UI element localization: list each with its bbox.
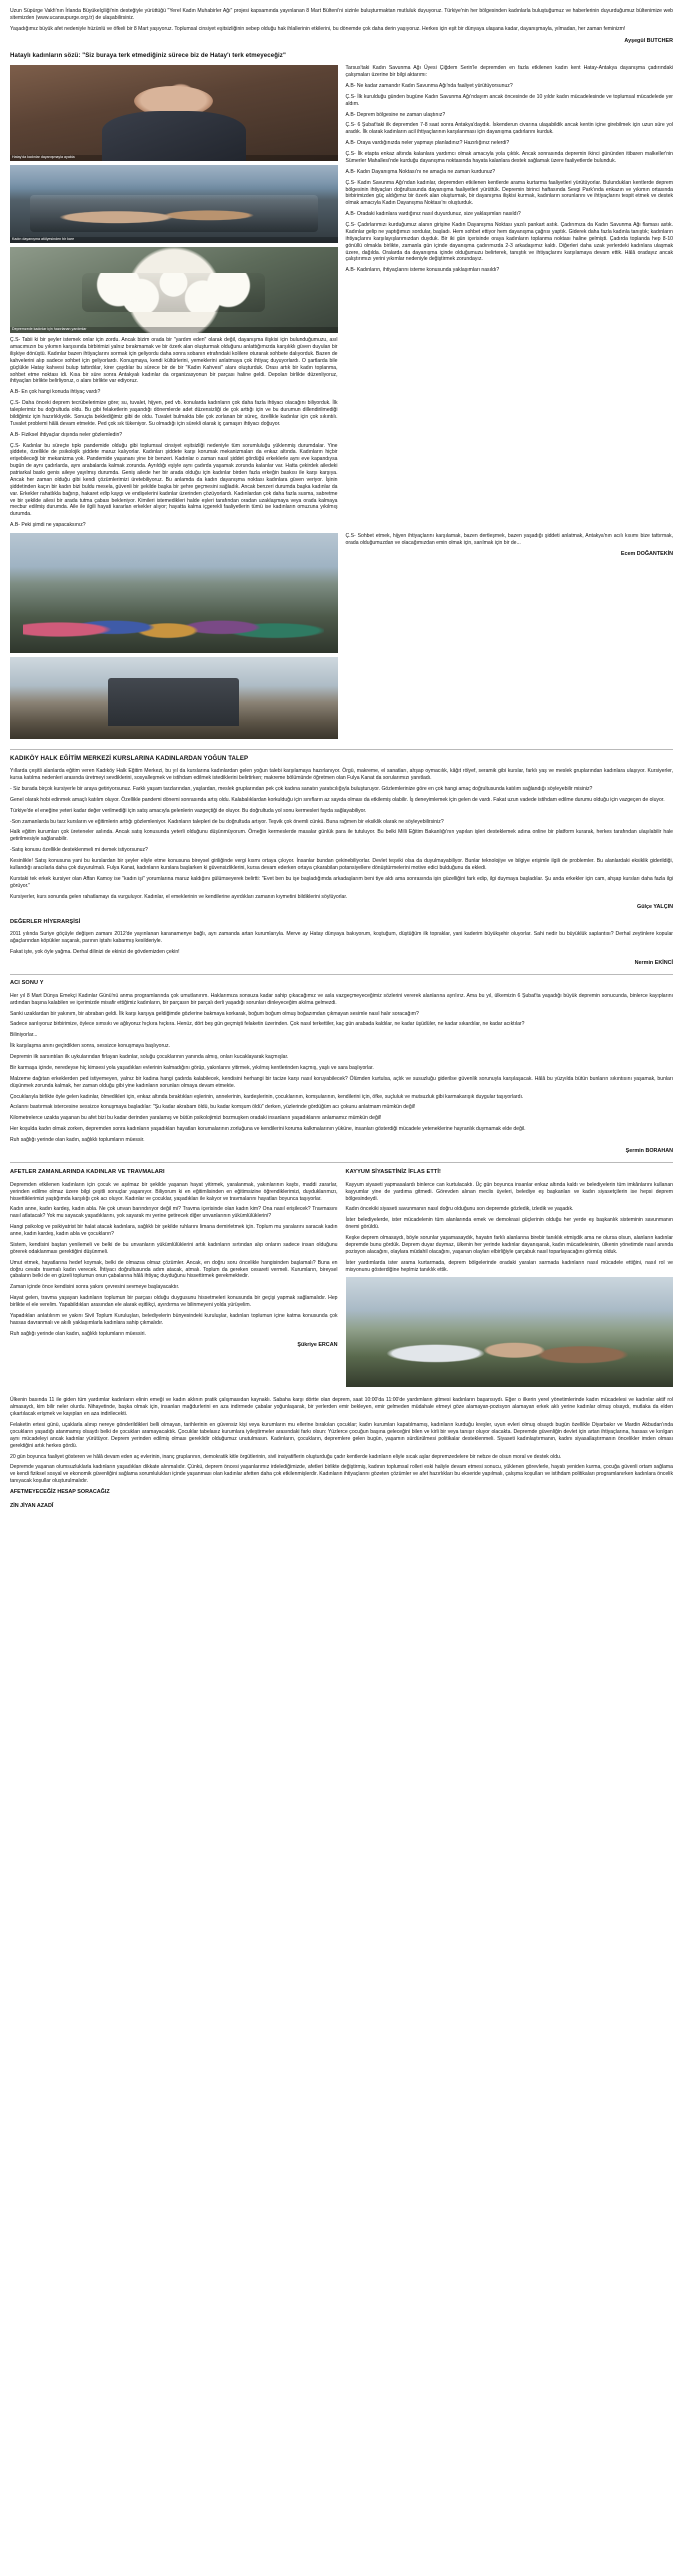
article-headline: KADIKÖY HALK EĞİTİM MERKEZİ KURSLARINA KADINLARDAN YOĞUN TALEP [10,755,249,763]
photo-women-march [10,533,338,653]
article-headline: Hataylı kadınların sözü: "Siz buraya terk etmediğiniz sürece biz de Hatay'ı terk etmeyeceğiz" [10,51,286,59]
article-headline: KAYYUM SİYASETİNİZ İFLAS ETTİ! [345,1169,442,1176]
body-paragraph: Bir karmaşa içinde, neredeyse hiç kimsesi yola yaşadıkları evlerinin kalmadığını görüp, yakınlarını yitirmek, yıkılmış kentlerinden kaçmış, yaşlı ve sara başlıyorlar. [10,1064,374,1071]
article-headline: AFETLER ZAMANLARINDA KADINLAR VE TRAVMALARI [10,1169,165,1176]
article-signature: Ecem DOĞANTEKİN [620,550,673,557]
bottom-articles [10,1168,673,1391]
photo-solidarity-tent [10,165,338,243]
body-paragraph: Genel olarak hobi edinmek amaçlı katılım oluyor. Özellikle pandemi dönemi sonrasında artış oldu. Kalabalıklardan korkulduğu için sınıfların az sayıda olması da etkilemiş olabilir. İş deneyimlemek için gelen de vardı. Fakat uzun vadede istihdam edilme durumu olduğu için vazgeçen de oluyor. [10,796,665,803]
body-paragraph: Felaketin ertesi günü, uçaklarla alınıp nereye gönderildikleri belli olmayan, tarihlerinin en güvensiz kişi veya kurumların mu ellerine bırakılan çocuklar; kadın kurumları kapatılmamış, kadınların kurduğu kreşler, uyun evleri olmuş olsaydı bugün özellikle Diyarbakır ve Mardin Akbudan'ında çocukların yaşadığı atanmamış olsaydı belki de çocukları aramayacaktık. Çocuklar tabelasız kurumlara iyileştirmeler arasındaki farkı olsun: Yüzlerce çocuğun başına geleceğini bilen ve kirli bir veya tanışır oluyor olacakta. Depremde güvenliğin devlet için artan ihtiyaçlarına, hassas ve kırılgan aynı mücadeleyi ancak kadınlar yürütüyor. Deprem yerinden edilmiş olması gereklidir olduğumuz unutulmasın. Kadınların, çocukların, depremlere gelen bugün, yaşamın sürdürülmesi politikalar desteklenmeli. Siyaseti kadınlaştırmanın, kadını siyasallaştırmanın öncelikler imden olması gerektiğini artık herkes gördü. [10,1422,673,1449]
body-paragraph: Hayat gelen, travma yaşayan kadınların toplumun bir parçası olduğu duygusunu hissetmeleri konusunda bir geçişi yapmak sağlamalıdır. Hep birlikte el ele verelim. Yapabildıkları arasından ele alarak eşitlikçi, ayırdırma ve bilinmeyeni yolda yürüyelim. [10,1295,338,1309]
body-paragraph: Türkiye'de el eneğine yeteri kadar değer verilmediği için satış amacıyla gelenlerin vazgeçtiği de oluyor. Bu doğrultuda yol sonu kermesleri fayda sağlayabiliyor. [10,807,367,814]
closing-signature: ZİN JİYAN AZADÎ [10,1503,54,1510]
body-paragraph: İster yardımlarda ister arama kurtarmada, deprem bölgelerinde oradaki yaraları sarmada kadınların nasıl mücadele ettiğini, nasıl rol ve misyonunu gösterdiğine heplmiz tanıklık ettik. [345,1259,673,1273]
body-paragraph: Sistem, kendisini baştan yenilemeli ve belki de bu unvanların yükümlülüklerini artık kadınların sırtından alıp onların sadece insan olduğunu görerek odaklanması gerektiğini düşünmeli. [10,1241,338,1255]
article-aci-sonu-yok [10,980,673,1155]
article-kayyum-siyaseti [346,1168,674,1391]
article-signature: Şükriye ERCAN [297,1341,338,1348]
body-paragraph: Tarsus'taki Kadın Savunma Ağı Üyesi Çiğdem Serin'le depremden en fazla etkilenen kadın kent Hatay-Antakya dayanışma çadırındaki çalışmaları üzerine bir bilgi aktarımı: [345,65,673,79]
body-paragraph: Kursiyerler, kurs sonunda gelen rahatlamayı da vurguluyor. Kadınlar, el emeklerinin ve kendilerine ayırdıkları zamanın kıymetini bildiklerini söylüyorlar. [10,893,348,900]
body-paragraph: Her koşulda kadın olmak zorken, depremden sonra kadınların yaşadıkları hayatları korumalarının zorluğuna ve kendilerini koruma kalkmalarının yüküne, insanları gösterdiği mücadele yeteneklerine hayranlık duymamak elde değil. [10,1126,526,1133]
body-paragraph: A.B- Oradaki kadınlara vardığınız nasıl duyurdunuz, size yaklaşımları nasıldı? [345,211,521,218]
intro-signature: Ayşegül BUTCHER [624,37,673,44]
body-paragraph: A.B- Oraya vardığınızda neler yapmayı planladınız? Hazırlığınız nelerdi? [345,140,510,147]
body-paragraph: Kayyum siyaseti yapmasalardı binlerce can kurtulacaktı. Üç gün boyunca insanlar enkaz altında kaldı ve belediyelerin tüm imkânlarını kullanan kayyumlar yine de yardıma gitmedi. Görevden alınan meclis üyeleri, belediye eş başkanları ve kadın siyasetçilerin ise hepsi deprem bölgesindeydi. [345,1181,673,1202]
body-paragraph: Ç.S- Kadın Savunma Ağı'ndan kadınlar, depremden etkilenen kentlerde arama kurtarma faaliyetleri yürütüyorlar. Bulundukları kentlerde deprem bölgesinin ihtiyaçları doğrultusunda dayanışma faaliyetleri yürüttük. Depremin birinci haftasında Sevgi Park'ında enkazın ve yıkımın ortasında birbirimizden güç aldığımız bir özerk alan oluşturmak, bir dayanışma ilişkisi kurmak, kadınların sorunlarını ve ihtiyaçlarını tespit etmek ve destek olmak amacıyla Kadın Dayanışma Noktası'nı oluşturduk. [345,179,673,207]
body-paragraph: Sanki uzaklardan bir yakınım, bir abraban geldi. İlk karşı karşıya geldiğimde gözlerine bakmaya korkarak, boğum boğum olmuş boğazımdan çıkmayan sesimle nasıl halır soracağım? [10,1010,419,1017]
photo-hatay-woman [10,65,338,161]
body-paragraph: A.B- Ne kadar zamandır Kadın Savunma Ağı'nda faaliyet yürütüyorsunuz? [345,82,513,89]
body-paragraph: Ç.S- Daha önceki deprem tecrübelerimize göre; su, tuvalet, hijyen, ped vb. konularda kadınların çok daha fazla ihtiyacı olacağını biliyorduk. İlk taleplerimiz bu doğrultuda oldu. Bu gibi felaketlerin yaşandığı dönemlerde adet düzensizliği de çok arttığı için ve bu durumun dillendirilmediği bildiğimiz için hazırlıklıydık. Sonuçta beklediğimiz gibi de oldu. Tuvalet bulmakta bile çok zorlanan bir süreç, özellikle kadınlar için çok sıkıntılı. Tuvalet problemi hâlâ devam etmekte. Ped çok sık tükeniyor. Su olmadığı için sürekli olarak iç çamaşırı ihtiyacı doğuyor. [10,400,338,427]
body-paragraph: Kadın öncekiki siyaseti savunmanın nasıl doğru olduğunu son depremde gözledik, izledik ve yaşadık. [345,1206,574,1213]
body-paragraph: Ç.S- Çadırlarımızı kurduğumuz alanın girişine Kadın Dayanışma Noktası yazılı pankart astık. Çadırımıza da Kadın Savunma Ağı flaması astık. Kadınlar gelip ne yaptığımızı sordular, başladı. Hem sohbet ettiyor hem dayanışma çağrısı yaptık. Giderek daha fazla kadınla tanıştık; kadınların ihtiyaçlarını karşılayışlarımızdan duyduk. Bir iki gün içerisinde oraya kadınların toplanma noktası haline gelmişti. Çadırda toplanda hep 8-10 gönüllü olmakla birlikte, zamanla gün içinde dayanışma çadırımızda 2-3 arkadaşımız kaldı. Diğerleri daha uzak yerlerdeki kadınlara ulaşmak üzere, dağılda. Oralarda da dayanışma içinde olduğumuzu belirterek, tanıştık ve ihtiyaçlarını karşılamaya devam ettik. Hâlâ oradayız ancak çalıştırımızı yerini yıkımlar nedeniyle değiştirmek zorundayız. [345,222,673,263]
article-hatayli-kadinlar [10,52,673,743]
body-paragraph: Ç.S- İlk etapta enkaz altında kalanlara yardımcı olmak amacıyla yola çıktık. Ancak sonrasında depremin ikinci gününden itibaren malkeller'nin Sümerler Mahallesi'nde kurduğu dayanışma noktasında hayata kalanlara destek sağlamak üzere faaliyetlerde bulunduk. [345,151,673,164]
body-paragraph: Kurstaki tek erkek kursiyer olan Affan Kamoy ise "kadın işi" yorumlarına maruz kaldığını gülümseyerek belirtti: "Evet ben bu işe başladığımda arkadaşlarım beni tiye aldı ama sonrasında işin güzelliğini fark edip, ilgi duymaya başladılar. Şu anda erkekler için cam, ahşap kursları daha fazla ilgi görüyor." [10,875,673,889]
body-paragraph: Umut etmek, hayatlarına hedef koymak, belki de olmazsa olmaz çözümler. Ancak, en doğru soru öncelikle hangisinden başlamalı? Buna en doğru cevabı travmalı kadın verecek. İhtiyacı doğrultusunda adım atacak, atmalı. Toplum da gereken cesareti vermeli. Kurumların, bireysel çabaların belki de en güzeli toplumun onun çabalarına hâlâ ihtiyaç duyduğunu hissettirmek gerekmektedir. [10,1259,338,1280]
body-paragraph: Fakat işte, yok öyle yağma. Derhal dilinizi de ekinizi de gövdemizden çekin! [10,949,180,956]
body-paragraph: - Siz burada birçok kursiyerle bir araya getiriyorsunuz. Farklı yaşam tarzlarından, yaşlardan, meslek gruplarından pek çok kadına sanatın yaratıcılığıyla buluşturuyor. Gözlemlerinize göre en çok hangi amaç doğrultusunda katılım sağlandığı söyleyebilir misiniz? [10,785,593,792]
subsection-headline-degerler: DEĞERLER HİYERARŞİSİ [10,918,81,925]
article-kadikoy-halk-egitim [10,755,673,967]
section-divider [10,974,673,975]
body-paragraph: Yıllarda çeşitli alanlarda eğitim veren Kadıköy Halk Eğitim Merkezi, bu yıl da kurslarına kadınlardan gelen yoğun talebi karşılamaya hazırlanıyor. Örgü, makreme, el sanatları, ahşap oymacılık, kâğıt rölyef, seramik gibi kurslar, farklı yaş ve meslek gruplarından kadınlara ulaşıyor. Kursiyerler, kursa katılma nedenleri arasında üretmeyi sevdiklerini, sosyalleşmek ve istihdam edilmek istediklerini belirtirken; makreme bölümünde öğretmen olan Fulya Kanat da sorularımızı yanıtladı. [10,768,673,782]
article-afetler-zamanlarinda [10,1168,338,1391]
photo-aid-supplies [10,247,338,333]
article-lower-right [346,533,674,743]
photo-tent-area [10,657,338,739]
body-paragraph: A.B- Kadın Dayanışma Noktası'nı ne amaçla ne zaman kurdunuz? [345,168,496,175]
body-paragraph: Hangi psikolog ve psikiyatrist bir halat atacak kadınlara, sağlıklı bir şekilde ruhlarını limana demirletmek için. Toplum mu yaralarını saracak kadın anne, kadın kardeş, kadın abla ve çocukların? [10,1224,338,1238]
body-paragraph: Ülkenin basında 11 ile giden tüm yardımlar kadınların elinin emeği ve kadın aklının pratik çalışmasıdan kaynaklı. Sabaha karşı dörtte olan deprem, saat 10:00'da 11:00'de yardımların gitmesi kadınların başarısıydı. Eğer o ilkerin yerel yönetimlerinde kadın mücadelesi ve kadınlar aktif rol almasaydı, kim bilir neler olurdu. Nihayetinde, başka olmak için, insanları mağdurlerini en aza indirmede çabalar yoğunlaşarak, bir yerlerden emir bekleyen, emir gelmeden müdahale etmeyi göze alamayan-pozisyon alamayan erkek aklı yerine kadınlar olmuş olsaydı, mutlaka da elden çıkartılacak erişmek ve kayıpları en aza indirilecekti. [10,1397,673,1418]
body-paragraph: Zaman içinde önce kendisini sonra yakını çevresini sevmeye başlayacaktır. [10,1284,180,1291]
article-signature: Şermin BORAHAN [625,1147,673,1154]
intro-paragraph-1: Uzun Süpürge Vakfı'nın İrlanda Büyükelçiliği'nin desteğiyle yürüttüğü "Yerel Kadın Muhabirler Ağı" projesi kapsamında yayınlanan 8 Mart Bülteni'ni sizinle buluşturmaktan mutluluk duyuyoruz. Türkiye'nin her bölgesinden kadınlarla buluştuğumuz ve haberlerinin duyurduğumuz bültenimize web sitemizden (www.ucansupurge.org.tr) de ulaşabilirsiniz. [10,8,673,21]
body-paragraph: Halk eğitim kurumları çok üreteneler aslında. Ancak satış konusunda yeterli olduğunu düşünmüyorum. Örneğin kermeslerde masalar günlük para ile tutuluyor. Bu belki Milli Eğitim Bakanlığı'nın yapılan işleri desteklemek adına online bir platform kurarak, herkes tarafından ulaşılabilir hale getirilmesiyle sağlanabilir. [10,829,673,843]
article-signature-secondary: Nermin EKİNCİ [634,959,673,966]
body-paragraph: Depremin ilk sarsıntıları ilk uykularından firlayan kadınlar, soluğu çocuklarının yanında almış, onları kucaklayarak kaçmışlar. [10,1054,289,1061]
body-paragraph: Ruh sağlığı yerinde olan kadın, sağlıklı toplumların müessir. [10,1137,145,1144]
body-paragraph: Her yıl 8 Mart Dünya Emekçi Kadınlar Günü'nü anma programlarında çok umutlanırım. Haklarımıza sonsuza kadar sahip çıkacağımız ve asla vazgeçmeyeceğimiz sözlerini vererek alanlarına ayrılırız. Ama bu yıl, ülkemizin 6 Şubat'ta yaşadığı büyük depremin sonucunda, binlerce kayıplarını ardından başına kalabilen ve içerimizde misafir ettiğimiz kadınların, bir parçasın bir parçalı derli yaşadığı sorunları dinleyeceğim akılma gelmezdi. [10,992,673,1006]
section-divider [10,1162,673,1163]
body-paragraph: Kilometrelerce uzakta yaşanan bu afet bizi bu kadar derinden yaralamış ve bütün psikolojimizi bozmuşken oradaki insanların yaşadıklarını anlamamız mümkün değil! [10,1115,382,1122]
body-paragraph: Çocuklarıyla birlikte öyle gelen kadınlar, ölmedikleri için, enkaz altında bıraktıkları eşlerinin, annelerinin, kardeşlerinin, çocuklarının, komşularının, kendilerini için, öfke, suçluluk ve mutsuzluk gibi karmakarışık duygular taşıyorlardı. [10,1093,524,1100]
article-headline: ACI SONU Y [10,980,44,987]
closing-slogan: AFETMEYECEĞİZ HESAP SORACAĞIZ [10,1489,110,1496]
intro-paragraph-2: Yaşadığımız büyük afet nedeniyle hüzünlü ve öfkeli bir 8 Mart yaşıyoruz. Toplumsal cinsiyet eşitsizliğinin sebep olduğu hak ihlallerinin etkilerini, bu dönemde çok daha derin yaşıyoruz. Herkes için eşit bir dünyaya ulaşana kadar, dayanışmayla, yılmadan, her zaman feminizm! [10,26,626,33]
photo-caption: Depremzede kadınlar için hazırlanan yardımlar [10,327,338,333]
body-paragraph: Ruh sağlığı yerinde olan kadın, sağlıklı toplumların müessiri. [10,1330,146,1337]
body-paragraph: Kesinlikle! Satış konusuna yani bu kurslardan bir şeyler eliyle etme konusuna bireysel giriliğinde vergi kısmı ortaya çıkıyor. İnsanlar bundan çekinebiliyorlar. Devlet teşviki olsa da duyulmayabiliyor. Bunlar teknolojiye ve bilgiye erişimle ilgili de problemler. Bu alanlardaki eksiklik giderildiği, kullandığı aracılarla daha çok duyurulmalı. Fulya Kanat, kadınların kurslara başlarken ki güvensizliklerini, kursa devam ederken ortaya çıkarabilan potansiyellere dönüştürmelerini motive edici bulduğunu da ekledi. [10,858,673,871]
section-divider [10,749,673,750]
body-paragraph: Kadın anne, kadın kardeş, kadın abla. Ne çok unvan barındırıyor değil mi? Travma içerisinde olan kadın kim? Ona nasıl erişilecek? Travmasını nasıl atlatacak? Yok mu sayacak yaşadıklarını, yok sayarak mı yerine getirecek diğer unvanlarının yükümlülüklerini? [10,1206,338,1220]
article-kayyum-tail [10,1397,673,1510]
body-paragraph: Biliniyorlar... [10,1032,38,1039]
body-paragraph: A.B- Deprem bölgesine ne zaman ulaştınız? [345,111,446,118]
body-paragraph: Ç.S- Sohbet etmek, hijyen ihtiyaçlarını karşılamak, bazen dertleşmek, bazen yaşadığı şiddeti anlatmak, Antakya'nın acılı kısımı bize tattırmak, orada olduğumuzdan ve olacağımızdan emin olmak için, sarılmak için bir de... [345,533,673,546]
body-paragraph: A.B- Peki şimdi ne yapacaksınız? [10,522,86,529]
article-lower-columns [10,533,673,743]
article-column-right [346,65,674,533]
article-columns [10,65,673,533]
body-paragraph: Ç.S- İlk kurulduğu günden bugüne Kadın Savunma Ağı'ndayım ancak öncesinde de 10 yıldır kadın mücadelesinde ve toplumsal mücadelede yer aldım. [345,93,673,107]
body-paragraph: A.B- En çok hangi konuda ihtiyaç vardı? [10,389,101,396]
body-paragraph: -Satış konusu özellikle desteklenmeli mi demek istiyorsunuz? [10,847,148,854]
body-paragraph: Ç.S- Kadınlar bu süreçte tıpkı pandemide olduğu gibi toplumsal cinsiyet eşitsizliği nedeniyle tüm sorumluluğu yüklenmiş durumdalar. Yine şiddete, özellikle de psikolojik şiddete maruz kalıyorlar. Kadınları şiddete karşı korumak mekanizmaları da enkaz altında. Kadınların hiçbir erişebileceği bir mekanizma yok. Pandemide yaşananı yine bir benzeri. Kadınlar o zaman nasıl şiddet gördüğü erkeklerle aynı eve kapandıysa bugün de aynı çadırlarda, aynı arabalarda kalmak zorunda. Ayrıldığı eşiyle aynı çadırda yaşamak zorunda kalanlar var. Hatta çekirdek ailedeki patriarkal baskı genis aileye yayılmış durumda. Geniş ailede her bir arada olduğu için kadınlar birden fazla erkeğin baskısı ile karşı karşıya. Ancak her zaman olduğu gibi kendi çözümlerimizi üretebiliyoruz. Bu anlamda da kadın dayanışma noktası kadınlara güven veriyor. İşinin şiddetinden kaçın bir kadın bizi buldu mesela, güvenli bir şekilde başka bir şehre geçmesini sağladık. Ancak benzeri durumda başka kadınlar da var. Erkekler rahatlıkla bağırıp, hakaret edip kaygı ve endişelerini kadınlar üzerinden çözüyorlardı. Kadınlardan çok daha fazla susma, sabretme ve bir şekilde ailesi bir arada tutma çabası bekleniyor. Kimileri istemedikleri halde eşleri tarafından oradan uzaklaşmaya veya orada kalmaya mecbur edilmiş durumda. Aile ile ilgili hayati kararlan erkekler alıyor; hayatta kalma içgerekli faaliyetlerin tümü ise kadınların omuzuna yıkılmış durumda. [10,442,338,518]
body-paragraph: Yapadıkları anlatılırım ve yakını Sivil Toplum Kuruluşları, belediyelerin bünyesindeki kuruluşlar, kadınları toplumun içine katma konusunda çok hassas davranmalı ve akıllı yaklaşımlarla kadınlara sahip çıkmalıdır. [10,1312,338,1326]
body-paragraph: Ç.S- Tabii ki bir şeyler istemek onlar için zordu. Ancak bizim orada bir "yardım eden" olarak değil, dayanışma ilişkisi için bulunduğumuzu, asıl amacımızın bu yıkımın karşısında birbirimizi yalnız bırakmamak ve bir özerk alan oluşturmak olduğunu anlattığımızda karşılıklı güven duyulan bir ilişkiye dönüştü. Kadınlar bazen ihtiyaçlarını sormak için geliyordu daha sonra sobanın etrafındaki kolilere oturarak sohbete dalıyorduk. Bazen de kahvelerini alıp sadece sohbet için geliyorlardı. Konuşmaya, kendi kültürlerini, yemeklerini anlatmaya çok ihtiyaç duyuyorlardı. O şartlarda bile güçlükle Hatay kahvesi bulup tattırdılar, kirer çaydılar bu sürece bir de bir "Kadın Kahvesi" alanı oluşturduk. Orası artık bir kadın toplanma, sohbet etme noktası idi. Kısa bir süre sonra Antakyalı kadınlar da organizasyonun bir parçası haline geldi. Depoları birlikte düzenliyoruz, ihtiyaçları birlikte belirliyoruz, o alanı birlikte var ediyoruz. [10,337,338,385]
body-paragraph: 20 gün boyunca faaliyet gösteren ve hâlâ devam eden aç evlerinin, inanç gruplarının, demokratik kitle örgütlerinin, sivil insiyatiflerin oluşturduğu çadır kentlerde kadınların eliyle sıcak aşlar depremzedelere bir nebze de olsun moral ve destek oldu. [10,1453,562,1460]
body-paragraph: -Son zamanlarda bu tarz kursların ve eğitimlerin arttığı gözlemleniyor. Kadınların talepleri de bu doğrultuda artıyor. Teşvik çok önemli cünkü. Buna rağmen bir eksiklik olarak ne söyleyebilirsiniz? [10,818,444,825]
body-paragraph: Malzeme dağıtan erkeklerden ped istiyemeyen, yalnız bir kadına hangi çadırda kalabilecek, kendisini herhangi bir tacize karşı nasıl koruyabilecek? Ölümden kurtulsa, açlık ve susuzluğu giderilse güvenlik sorunuyla karşılaşacak. Hâlâ bu yüzyılda bütün bunların sıkıntısını yaşamak, bunları düşünmek zorunda kalmak, her zaman olduğu gibi yine kadınların sorunları olmaya devam etmekte. [10,1075,673,1089]
body-paragraph: Depremden etkilenen kadınların için çocuk ve aşılmaz bir şekilde yaşanan hayat yitirmek, yaralanmak, yakınlarının kaybı, maddi zararlar, yerinden edilme olmaz üzere bilgi çeşitli sonuçlar yaşanıyor. Biliyorum ki en eğitimlisinden en eğitimsizine öğrendiklerimizi, duyduklarımızı, hissettiklerimizi yaştığımda karşılığı çok acı oluyor. Kadınlar ve çocuklar, yaşadıkları ile kalıyor ve travmalarını hayatları boyunca taşıyorlar. [10,1181,338,1202]
photo-caption: Hatay'da kadınlar dayanışmayla ayakta [10,155,338,161]
intro-section [10,8,673,45]
body-paragraph: Acılarını bastırmak istercesine sessizce konuşmaya başladılar: "Şu kadar akrabam öldü, bu kadar komşum öldü" derken, yüzlerinde gördüğüm acı çokunu anlatmam mümkün değil! [10,1104,416,1111]
body-paragraph: A.B- Kadınların, ihtiyaçlarını isteme konusunda yaklaşımları nasıldı? [345,267,500,274]
article-signature: Gülçe YALÇIN [637,904,673,911]
body-paragraph: İlk karşılaşma anını geçirdikten sonra, sessizce konuşmaya başlıyoruz. [10,1043,170,1050]
article-column-left [10,65,338,533]
body-paragraph: Ç.S- 6 Şubat'taki ilk depremden 7-8 saat sonra Antakya'daydık. İskenderun civarına ulaşabildik ancak kentin içine girebilmek için uzun süre yol aradık. İlk olarak kadınların acil ihtiyaçlarının karşılanması için dayanışma çadırlarını kurduk. [345,122,673,136]
photo-caption: Kadın dayanışma atölyesinden bir kare [10,237,338,243]
body-paragraph: Depremde yaşanan olumsuzluklarla kadınların yaşadıkları dikkate alınmalıdır. Çünkü, deprem öncesi yaşanlarımız irdelediğimizde, afetleri birlikte değiştirmiş, kadının toplumsal rolleri eski haliyle devam etmesi sonucu, yüklenen görevlerle, hayatı yeniden kurma, çocuğa güvenli ortam sağlama ve kendi fiziksel sosyal ve ekonomik güvenliğini sağlama sorumlulukları içinde yaşanması olan kadınlar afetten daha çok etkilenmişlerdir. Kadınların ihtiyaçlarını gözeten çözümler ve afet hazırlıkları bu ekseride yapılmalı, çalışma koşulları ve istihdam politikaları programlanırken kadınlara öncelik tanıyacak koşullar oluşturulmalıdır. [10,1464,673,1485]
body-paragraph: Sadece sarılıyoruz birbirimize, öylece sımsıkı ve ağlıyoruz hıçkıra hıçkıra. Henüz, dört beş gün geçmişti felaketin üzerinden. Çok nasıl terkettiler, kaç gün arabada kaldılar, ne kadar üşüdüler, ne kadar sıkardılar, ne kadar acıktılar? [10,1021,525,1028]
body-paragraph: İster belediyelerde, ister mücadelenin tüm alanlarında emek ve demokrasi güçlerinin olduğu her yerde eş başkanlık sisteminin savunmanın önemi görüldü. [345,1217,673,1231]
body-paragraph: Keşke deprem olmasaydı, böyle sorunlar yaşamasaydık, hayatın farklı alanlarına birebir tanıklık etmişdik ama ne olursa olsun, alanların kadınlar depremde bunu gördük. Deprem duyar duymaz, ülkenin her yerinde kadınlar dayanışarak, kadın mücadelesinin, ülkenin yönetimde nasıl anında pozisyon alacağını, olaylara müdahil olacağını, yaşanan olayları elbirliğiyle çarçabuk nasıl toparlayacağını görmüş olduk. [345,1235,673,1255]
photo-kayyum-protest [346,1277,674,1387]
body-paragraph: A.B- Fiziksel ihtiyaçlar dışında neler gözlemledin? [10,431,123,438]
article-lower-left [10,533,338,743]
body-paragraph: 2011 yılında Suriye göçüyle değişen zamanı 2012'de yayınlanan karanamenye bağlı, ayrı zamanda artan kurumlarıyla. Merve ay Hatay dünyaya bakıyorum, koştuğum, düştüğüm ilk topraklar, yani kaderim büyükşehir oluyorlar. Sahi nedir bu büyüklük saplantısı? Derhal zeytinlere kopular ağaçlarından köpükler saçarak, parının iştahı kabarmış kesilderiyle. [10,931,673,945]
